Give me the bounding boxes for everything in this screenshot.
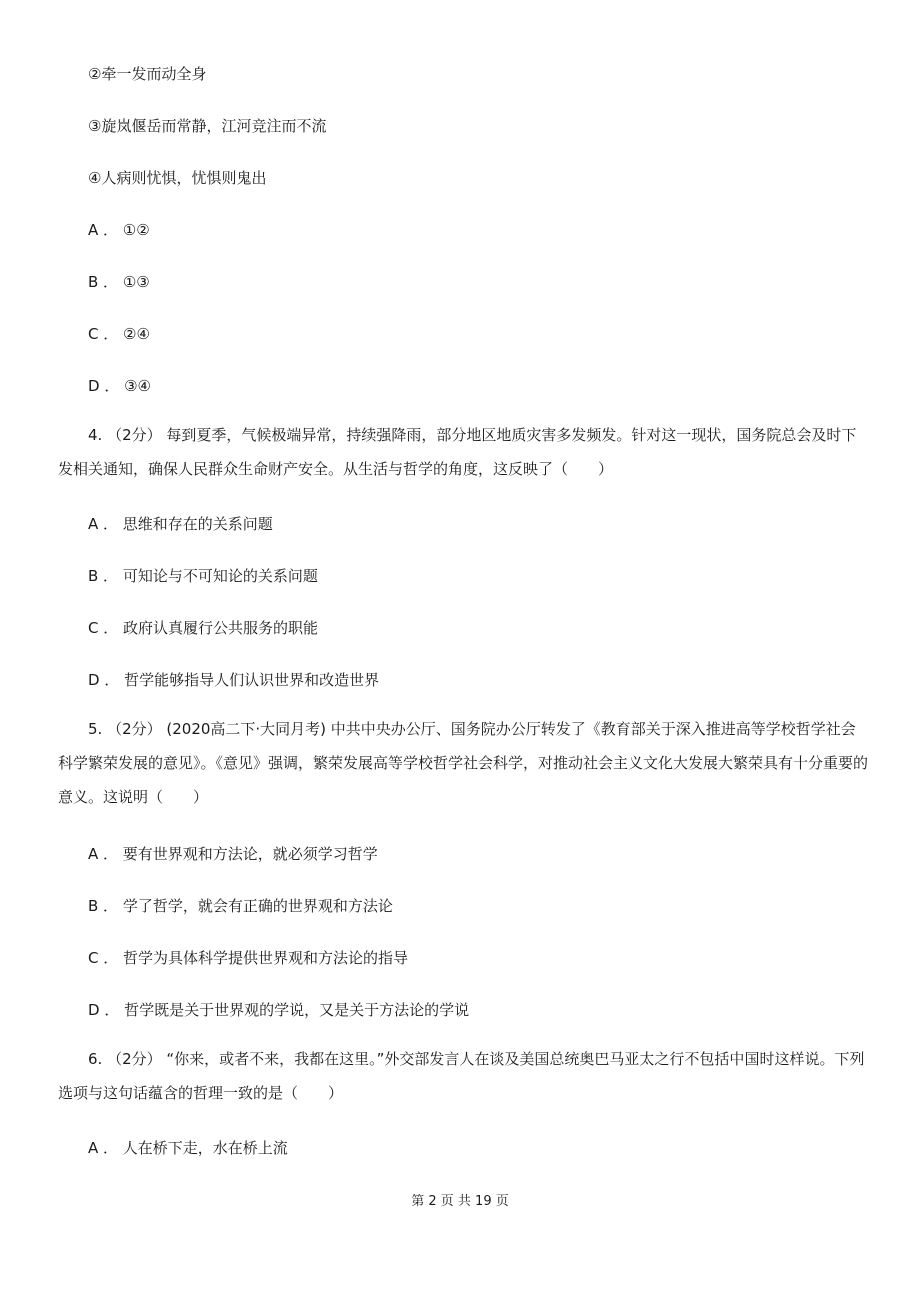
q3-choice-c: C ． ②④ — [88, 325, 150, 343]
q4-choice-b: B ． 可知论与不可知论的关系问题 — [88, 567, 318, 585]
prev-option-2: ②牵一发而动全身 — [88, 65, 207, 83]
q5-choice-c: C ． 哲学为具体科学提供世界观和方法论的指导 — [88, 949, 409, 967]
q3-choice-a: A ． ①② — [88, 221, 150, 239]
prev-option-4: ④人病则忧惧，忧惧则鬼出 — [88, 169, 267, 187]
q5-choice-a: A ． 要有世界观和方法论，就必须学习哲学 — [88, 845, 378, 863]
q5-choice-d: D ． 哲学既是关于世界观的学说，又是关于方法论的学说 — [88, 1001, 470, 1019]
q3-choice-b: B ． ①③ — [88, 273, 150, 291]
q6-stem: 6. （2分） “你来，或者不来，我都在这里。”外交部发言人在谈及美国总统奥巴马亚太之行不包括中国时这样说。下列选项与这句话蕴含的哲理一致的是（ ） — [58, 1050, 865, 1102]
q4-choice-d: D ． 哲学能够指导人们认识世界和改造世界 — [88, 671, 380, 689]
q4-stem: 4. （2分） 每到夏季，气候极端异常，持续强降雨，部分地区地质灾害多发频发。针对这一现状，国务院总会及时下发相关通知，确保人民群众生命财产安全。从生活与哲学的角度，这反映了（ ） — [58, 426, 857, 478]
page-footer: 第 2 页 共 19 页 — [411, 1194, 509, 1209]
q5-stem: 5. （2分） (2020高二下·大同月考) 中共中央办公厅、国务院办公厅转发了《教育部关于深入推进高等学校哲学社会科学繁荣发展的意见》。《意见》强调，繁荣发展高等学校哲学社会科学，对推动社会主义文化大发展大繁荣具有十分重要的意义。这说明（ ） — [58, 720, 869, 806]
q5-choice-b: B ． 学了哲学，就会有正确的世界观和方法论 — [88, 897, 393, 915]
q6-choice-a: A ． 人在桥下走，水在桥上流 — [88, 1139, 288, 1157]
prev-option-3: ③旋岚偃岳而常静，江河竞注而不流 — [88, 117, 327, 135]
q4-choice-c: C ． 政府认真履行公共服务的职能 — [88, 619, 319, 637]
q3-choice-d: D ． ③④ — [88, 377, 151, 395]
q4-choice-a: A ． 思维和存在的关系问题 — [88, 515, 273, 533]
